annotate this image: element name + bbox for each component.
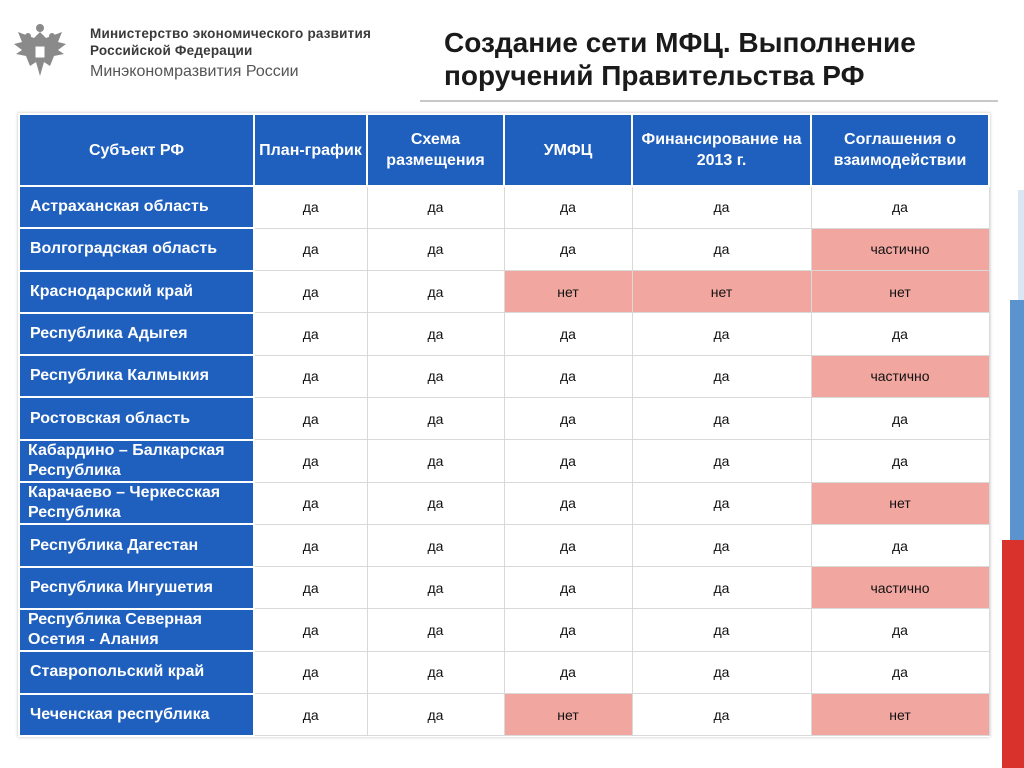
table-row <box>19 651 989 693</box>
status-cell: да <box>632 651 811 693</box>
status-cell: да <box>632 609 811 651</box>
status-cell: да <box>254 228 367 270</box>
status-cell: да <box>504 440 632 482</box>
status-cell: да <box>254 482 367 524</box>
region-name-cell: Астраханская область <box>19 186 254 228</box>
region-name-cell: Республика Дагестан <box>19 524 254 566</box>
status-cell: да <box>504 609 632 651</box>
status-cell: частично <box>811 228 989 270</box>
status-cell: да <box>367 567 504 609</box>
status-cell: да <box>504 186 632 228</box>
table-row <box>19 397 989 439</box>
status-cell: да <box>254 186 367 228</box>
status-cell: да <box>811 440 989 482</box>
column-header-plan: План-график <box>254 114 367 186</box>
column-header-subject: Субъект РФ <box>19 114 254 186</box>
status-cell: да <box>367 482 504 524</box>
table-row <box>19 524 989 566</box>
status-cell: да <box>504 397 632 439</box>
double-headed-eagle-emblem-icon <box>8 20 72 84</box>
status-cell: да <box>632 524 811 566</box>
header-divider <box>420 100 998 102</box>
status-cell: да <box>254 524 367 566</box>
status-cell: да <box>254 694 367 736</box>
status-cell: да <box>367 609 504 651</box>
flag-stripes-decoration <box>992 150 1024 768</box>
status-cell: да <box>254 355 367 397</box>
status-cell: да <box>254 567 367 609</box>
region-name-cell: Ростовская область <box>19 397 254 439</box>
status-cell: нет <box>504 694 632 736</box>
table-row <box>19 271 989 313</box>
status-cell: да <box>504 567 632 609</box>
status-cell: да <box>632 567 811 609</box>
status-cell: да <box>632 313 811 355</box>
status-cell: нет <box>632 271 811 313</box>
mfc-status-table <box>18 113 990 737</box>
status-cell: да <box>811 397 989 439</box>
status-cell: да <box>632 228 811 270</box>
table-row <box>19 355 989 397</box>
ministry-line-2: Российской Федерации <box>90 43 253 58</box>
status-cell: да <box>504 228 632 270</box>
status-cell: да <box>811 524 989 566</box>
ministry-line-3: Минэкономразвития России <box>90 63 299 80</box>
status-cell: да <box>367 271 504 313</box>
status-cell: да <box>367 440 504 482</box>
column-header-umfc: УМФЦ <box>504 114 632 186</box>
status-cell: нет <box>504 271 632 313</box>
region-name-cell: Волгоградская область <box>19 228 254 270</box>
status-cell: да <box>811 651 989 693</box>
status-cell: да <box>504 355 632 397</box>
status-cell: да <box>504 313 632 355</box>
region-name-cell: Республика Калмыкия <box>19 355 254 397</box>
region-name-cell: Кабардино – Балкарская Республика <box>19 440 254 482</box>
slide-title <box>444 26 964 92</box>
status-cell: да <box>367 313 504 355</box>
table-row <box>19 694 989 736</box>
region-name-cell: Республика Ингушетия <box>19 567 254 609</box>
table-row <box>19 313 989 355</box>
table-row <box>19 609 989 651</box>
status-cell: да <box>367 397 504 439</box>
ministry-name <box>90 25 371 83</box>
status-cell: да <box>367 186 504 228</box>
table-header-row <box>19 114 989 186</box>
slide-title-line-1: Создание сети МФЦ. Выполнение <box>444 27 916 58</box>
status-cell: да <box>632 186 811 228</box>
status-cell: да <box>367 694 504 736</box>
status-cell: да <box>367 651 504 693</box>
region-name-cell: Республика Адыгея <box>19 313 254 355</box>
status-cell: частично <box>811 355 989 397</box>
table-row <box>19 186 989 228</box>
status-cell: да <box>632 440 811 482</box>
region-name-cell: Краснодарский край <box>19 271 254 313</box>
status-cell: да <box>367 228 504 270</box>
status-cell: нет <box>811 271 989 313</box>
ministry-line-1: Министерство экономического развития <box>90 26 372 41</box>
status-cell: да <box>632 355 811 397</box>
status-cell: да <box>811 609 989 651</box>
status-cell: да <box>504 482 632 524</box>
table-row <box>19 440 989 482</box>
status-cell: да <box>632 397 811 439</box>
status-cell: да <box>254 651 367 693</box>
table-body <box>19 186 989 736</box>
status-cell: да <box>632 482 811 524</box>
status-cell: частично <box>811 567 989 609</box>
status-cell: да <box>504 651 632 693</box>
status-cell: да <box>254 609 367 651</box>
slide-title-line-2: поручений Правительства РФ <box>444 60 865 91</box>
status-cell: нет <box>811 482 989 524</box>
region-name-cell: Республика Северная Осетия - Алания <box>19 609 254 651</box>
status-cell: нет <box>811 694 989 736</box>
status-cell: да <box>367 355 504 397</box>
table-row <box>19 482 989 524</box>
status-cell: да <box>254 440 367 482</box>
table-row <box>19 228 989 270</box>
status-cell: да <box>254 313 367 355</box>
column-header-agreements: Соглашения о взаимодействии <box>811 114 989 186</box>
region-name-cell: Карачаево – Черкесская Республика <box>19 482 254 524</box>
column-header-financing: Финансирование на 2013 г. <box>632 114 811 186</box>
status-cell: да <box>811 313 989 355</box>
slide-header <box>0 0 1024 110</box>
region-name-cell: Чеченская республика <box>19 694 254 736</box>
status-cell: да <box>254 271 367 313</box>
status-cell: да <box>504 524 632 566</box>
table-row <box>19 567 989 609</box>
status-cell: да <box>254 397 367 439</box>
status-cell: да <box>367 524 504 566</box>
status-cell: да <box>632 694 811 736</box>
region-name-cell: Ставропольский край <box>19 651 254 693</box>
status-cell: да <box>811 186 989 228</box>
column-header-scheme: Схема размещения <box>367 114 504 186</box>
